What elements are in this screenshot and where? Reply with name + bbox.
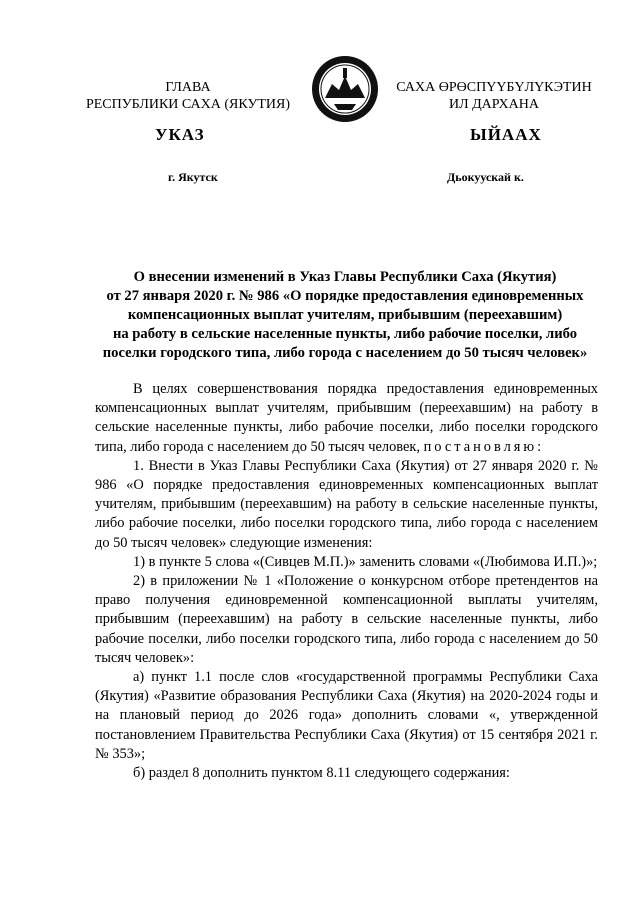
issuer-left xyxy=(70,79,306,113)
title-line: от 27 января 2020 г. № 986 «О порядке предоставления единовременных xyxy=(106,288,584,304)
emblem-icon xyxy=(310,54,380,124)
preamble-paragraph xyxy=(95,380,598,457)
body-paragraph: 1. Внести в Указ Главы Республики Саха (Якутия) от 27 января 2020 г. № 986 «О порядке предоставления единовременных компенсационных выплат учителям, прибывшим (переехавшим) на работу в сельские населенные пункты, либо рабочие поселки, либо поселки городского типа, либо города с населением до 50 тысяч человек» следующие изменения: xyxy=(95,457,598,551)
issuer-right-line2: ИЛ ДАРХАНА xyxy=(448,97,539,112)
doc-type-right: ЫЙААХ xyxy=(470,125,542,144)
body-paragraph: 1) в пункте 5 слова «(Сивцев М.П.)» заменить словами «(Любимова И.П.)»; xyxy=(133,553,598,570)
document-body xyxy=(95,380,598,783)
decree-word: постановляю: xyxy=(423,438,545,455)
preamble-text: В целях совершенствования порядка предоставления единовременных компенсационных выплат учителям, прибывшим (переехавшим) на работу в сельские населенные пункты, либо рабочие поселки, либо поселки городского типа, либо города с населением до 50 тысяч человек, xyxy=(95,381,598,455)
title-line: на работу в сельские населенные пункты, либо рабочие поселки, либо xyxy=(112,326,578,342)
issuer-right xyxy=(394,79,594,113)
doc-type-left: УКАЗ xyxy=(155,125,205,144)
body-paragraph: 2) в приложении № 1 «Положение о конкурсном отборе претендентов на право получения единовременной компенсационной выплаты учителям, прибывшим (переехавшим) на работу в сельские населенные пункты, либо рабочие поселки, либо поселки городского типа, либо города с населением до 50 тысяч человек»: xyxy=(95,573,598,666)
issuer-left-line1: ГЛАВА xyxy=(165,80,211,95)
city-left: г. Якутск xyxy=(168,170,218,184)
body-paragraph: б) раздел 8 дополнить пунктом 8.11 следующего содержания: xyxy=(133,765,510,782)
title-line: О внесении изменений в Указ Главы Республики Саха (Якутия) xyxy=(133,269,557,285)
issuer-right-line1: САХА ӨРӨСПҮҮБҮЛҮКЭТИН xyxy=(396,80,592,95)
issuer-left-line2: РЕСПУБЛИКИ САХА (ЯКУТИЯ) xyxy=(85,97,291,112)
body-paragraph: а) пункт 1.1 после слов «государственной программы Республики Саха (Якутия) «Развитие образования Республики Саха (Якутия) на 2020-2024 годы и на плановый период до 2026 года» дополнить словами «, утвержденной постановлением Правительства Республики Саха (Якутия) от 15 сентября 2021 г. № 353»; xyxy=(95,669,598,762)
title-line: поселки городского типа, либо города с населением до 50 тысяч человек» xyxy=(102,345,588,361)
title-line: компенсационных выплат учителям, прибывшим (переехавшим) xyxy=(127,307,563,323)
city-right: Дьокуускай к. xyxy=(447,170,524,184)
document-title xyxy=(95,268,595,363)
